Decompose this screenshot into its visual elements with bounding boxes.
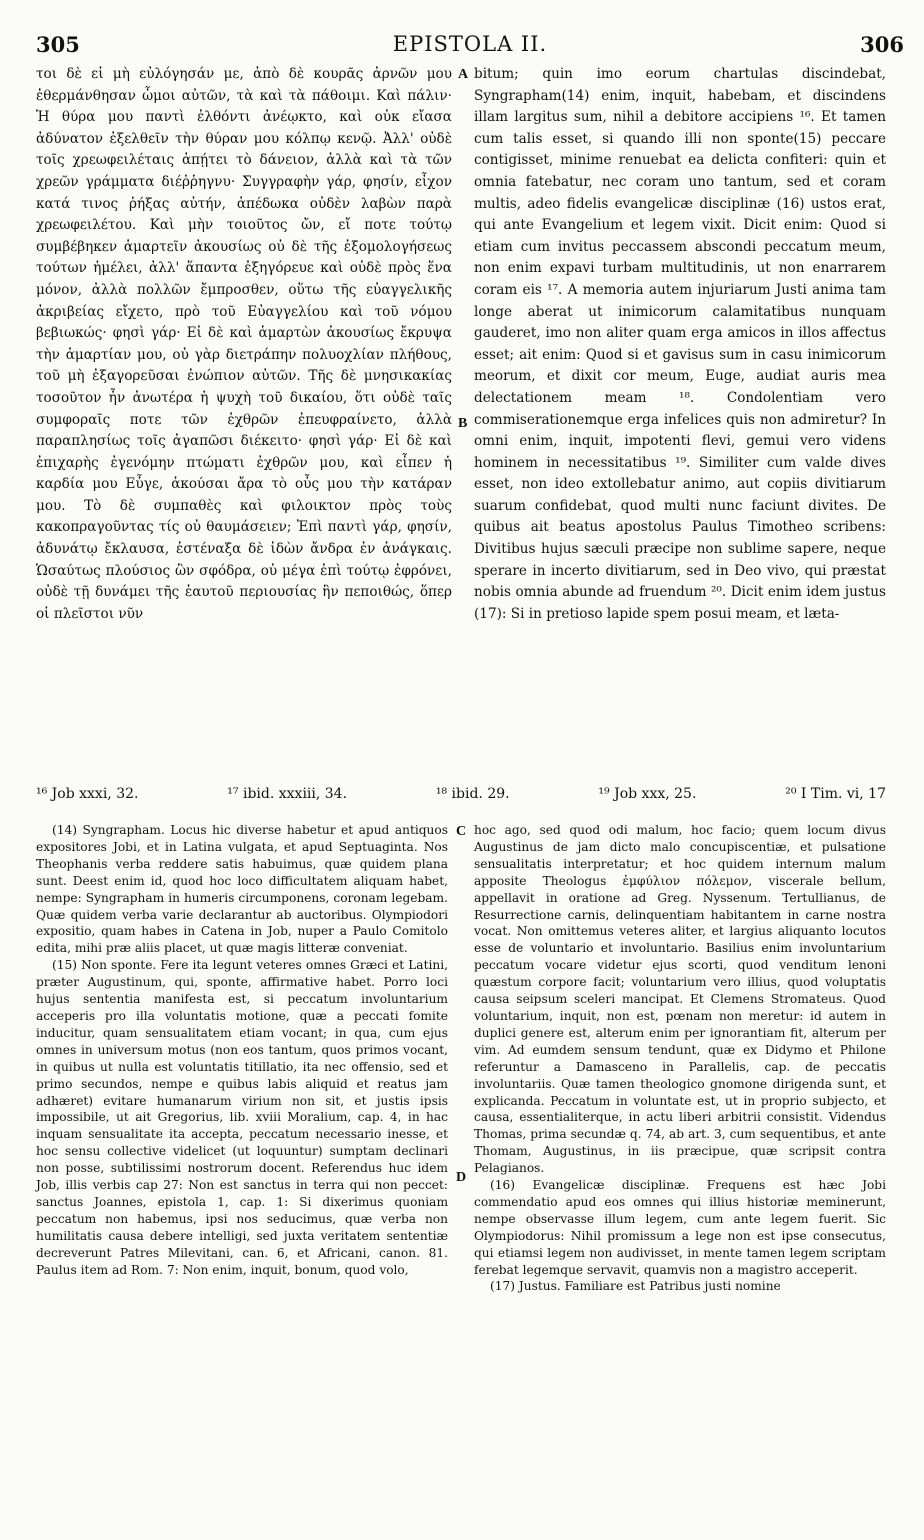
greek-paragraph: τοι δὲ εἰ μὴ εὐλόγησάν με, ἀπὸ δὲ κουρᾶς ἀρνῶν μου ἐθερμάνθησαν ὦμοι αὐτῶν, τὰ καὶ τὰ πάθοιμι. Καὶ πάλιν· Ἡ θύρα μου παντὶ ἐλθόντι ἀνέῳκτο, καὶ οὐκ εἴασα ἀδύνατον ἐξελθεῖν τὴν θύραν μου κόλπῳ κενῷ. Ἀλλ' οὐδὲ τοῖς χρεωφειλέταις ἀπῄτει τὸ δάνειον, ἀλλὰ καὶ τὰ τῶν χρεῶν γράμματα διέῤῥηγνυ· Συγγραφὴν γάρ, φησίν, εἶχον κατά τινος ῥήξας αὐτήν, ἀπέδωκα οὐδὲν λαβὼν παρὰ χρεωφειλέτου. Καὶ μὴν τοιοῦτος ὤν, εἴ ποτε τούτῳ συμβέβηκεν ἁμαρτεῖν ἀκουσίως οὐ δὲ τῆς ἐξομολογήσεως τούτων ἠμέλει, ἀλλ' ἅπαντα ἐξηγόρευε καὶ οὐδὲ πρὸς ἕνα μόνον, ἀλλὰ πολλῶν ἔμπροσθεν, οὕτω τῆς εὐαγγελικῆς ἀκριβείας εἴχετο, πρὸ τοῦ Εὐαγγελίου καὶ τοῦ νόμου βεβιωκώς· φησὶ γάρ· Εἰ δὲ καὶ ἁμαρτὼν ἀκουσίως ἔκρυψα τὴν ἁμαρτίαν μου, οὐ γὰρ διετράπην πολυοχλίαν πλήθους, τοῦ μὴ ἐξαγορεῦσαι ἐνώπιον αὐτῶν. Τῆς δὲ μνησικακίας τοσοῦτον ἦν ἀνωτέρα ἡ ψυχὴ τοῦ δικαίου, ὅτι οὐδὲ ταῖς συμφοραῖς ποτε τῶν ἐχθρῶν ἐπευφραίνετο, ἀλλὰ παραπλησίως τοῖς ἀγαπῶσι διέκειτο· φησὶ γάρ· Εἰ δὲ καὶ ἐπιχαρὴς ἐγενόμην πτώματι ἐχθρῶν μου, καὶ εἶπεν ἡ καρδία μου Εὖγε, ἀκούσαι ἄρα τὸ οὖς μου τὴν κατάραν μου. Τὸ δὲ συμπαθὲς καὶ φιλοικτον πρὸς τοὺς κακοπραγοῦντας τίς οὐ θαυμάσειεν; Ἐπὶ παντὶ γάρ, φησίν, ἀδυνάτῳ ἔκλαυσα, ἐστέναξα δὲ ἰδὼν ἄνδρα ἐν ἀνάγκαις. Ὡσαύτως πλούσιος ὢν σφόδρα, οὐ μέγα ἐπὶ τούτῳ ἐφρόνει, οὐδὲ τῇ δυνάμει τῆς ἑαυτοῦ περιουσίας ἣν πεποιθώς, ὅπερ οἱ πλεῖστοι νῦν <box>36 66 452 622</box>
reference-19: ¹⁹ Job xxx, 25. <box>598 786 697 802</box>
scripture-references <box>36 786 886 802</box>
reference-17: ¹⁷ ibid. xxxiii, 34. <box>227 786 348 802</box>
note-14: (14) Syngrapham. Locus hic diverse habetur et apud antiquos expositores Jobi, et in Latina vulgata, et apud Septuaginta. Nos Theophanis verba reddere satis habuimus, quæ quidem plana sunt. Deest enim id, quod hoc loco difficultatem aliquam habet, nempe: Syngrapham in humeris circumponens, coronam legebam. Quæ quidem verba varie declarantur ab auctoribus. Olympiodori expositio, quam habes in Catena in Job, nuper a Paulo Comitolo edita, mihi præ aliis placet, ut quæ magis litteræ conveniat. <box>36 823 448 956</box>
greek-text-column <box>36 64 452 625</box>
reference-16: ¹⁶ Job xxxi, 32. <box>36 786 139 802</box>
footnotes-left-column <box>36 822 448 1278</box>
margin-marker-d: D <box>456 1170 467 1185</box>
reference-20: ²⁰ I Tim. vi, 17 <box>785 786 886 802</box>
note-15: (15) Non sponte. Fere ita legunt veteres omnes Græci et Latini, præter Augustinum, qui, sponte, affirmative habet. Porro loci hujus sententia manifesta est, si peccatum involuntarium acceperis pro illa voluntatis motione, quæ a peccati fomite inducitur, quam sensualitatem etiam vocant; in qua, cum ejus omnes in universum motus (non eos tantum, quos primos vocant, in quibus ut nulla est voluntatis titillatio, ita nec offensio, sed et primo secundos, nempe e quibus labis aliquid et reatus jam adhæret) evitare humanarum virium non sit, et justis ipsis impossibile, ut ait Gregorius, lib. xviii Moralium, cap. 4, in hac inquam sensualitate ita accepta, peccatum necessario inesse, et hoc sensu collective videlicet (ut loquuntur) sumptam declinari non posse, subtilissimi nostrorum docent. Referendus huc idem Job, illis verbis cap 27: Non est sanctus in terra qui non peccet: sanctus Joannes, epistola 1, cap. 1: Si dixerimus quoniam peccatum non habemus, ipsi nos seducimus, quæ verba non humilitatis causa debere intelligi, sed juxta veritatem sententiæ decreverunt Patres Milevitani, can. 6, et Africani, canon. 81. Paulus item ad Rom. 7: Non enim, inquit, bonum, quod volo, <box>36 958 448 1277</box>
running-title: EPISTOLA II. <box>392 32 548 56</box>
page-header <box>36 32 904 58</box>
latin-paragraph: bitum; quin imo eorum chartulas discindebat, Syngrapham(14) enim, inquit, habebam, et discindens illam largitus sum, nihil a debitore accipiens ¹⁶. Et tamen cum talis esset, si quando illi non sponte(15) peccare contigisset, minime renuebat ea delicta confiteri: quin et omnia fatebatur, nec coram uno tantum, sed et coram multis, adeo fidelis evangelicæ disciplinæ (16) ustos erat, qui ante Evangelium et legem vixit. Dicit enim: Quod si etiam cum invitus peccassem abscondi peccatum meum, non enim expavi turbam multitudinis, ut non enarrarem coram eis ¹⁷. A memoria autem injuriarum Justi anima tam longe aberat ut inimicorum calamitatibus nunquam gauderet, imo non aliter quam erga amicos in illos affectus esset; ait enim: Quod si et gavisus sum in casu inimicorum meorum, et dixit cor meum, Euge, audiat auris mea delectationem meam ¹⁸. Condolentiam vero commiserationemque erga infelices quis non admiretur? In omni enim, inquit, impotenti flevi, gemui vero videns hominem in necessitatibus ¹⁹. Similiter cum valde dives esset, non ideo extollebatur animo, aut copiis divitiarum suarum confidebat, quod multi nunc faciunt divites. De quibus ait beatus apostolus Paulus Timotheo scribens: Divitibus hujus sæculi præcipe non sublime sapere, neque sperare in incerto divitiarum, sed in Deo vivo, qui præstat nobis omnia abunde ad fruendum ²⁰. Dicit enim idem justus (17): Si in pretioso lapide spem posui meam, et læta- <box>474 66 886 622</box>
right-page-number: 306 <box>860 32 904 57</box>
left-page-number: 305 <box>36 32 80 57</box>
margin-marker-c: C <box>456 824 467 839</box>
reference-18: ¹⁸ ibid. 29. <box>435 786 510 802</box>
margin-marker-b: B <box>458 416 468 431</box>
latin-text-column <box>474 64 886 625</box>
note-15-continued: hoc ago, sed quod odi malum, hoc facio; quem locum divus Augustinus de jam dicto malo concupiscentiæ, et pulsatione sensualitatis interpretatur; et hoc quidem internum malum apposite Theologus ἐμφύλιον πόλεμον, viscerale bellum, appellavit in oratione ad Greg. Nyssenum. Tertullianus, de Resurrectione carnis, delinquentiam habitantem in carne nostra vocat. Non omittemus veteres aliter, et largius aliquanto locutos esse de voluntario et involuntario. Basilius enim involuntarium peccatum vocare videtur ejus scorti, quod venditum lenoni quæstum corpore facit; voluntarium vero illius, quod voluptatis causa seipsum sceleri mancipat. Et Clemens Stromateus. Quod voluntarium, inquit, non est, pœnam non meretur: id autem in duplici genere est, alterum enim per ignorantiam fit, alterum per vim. Ad eumdem sensum tendunt, quæ ex Didymo et Philone referuntur a Damasceno in Parallelis, cap. de peccatis involuntariis. Quæ tamen theologico gnomone dirigenda sunt, et explicanda. Peccatum in voluntate est, ut in proprio subjecto, et causa, essentialiterque, in actu liberi arbitrii consistit. Videndus Thomas, prima secundæ q. 74, ab art. 3, cum sequentibus, et ante Thomam, Augustinus, in iis præcipue, quæ scripsit contra Pelagianos. <box>474 823 886 1176</box>
note-17: (17) Justus. Familiare est Patribus justi nomine <box>490 1279 781 1294</box>
footnotes-right-column <box>474 822 886 1295</box>
margin-marker-a: A <box>458 67 469 82</box>
note-16: (16) Evangelicæ disciplinæ. Frequens est hæc Jobi commendatio apud eos omnes qui illius historiæ meminerunt, nempe observasse illum legem, cum ante legem fuerit. Sic Olympiodorus: Nihil promissum a lege non est ipse consecutus, qui etiamsi legem non audivisset, in mente tamen legem scriptam ferebat legemque servavit, quamvis non a magistro acceperit. <box>474 1178 886 1277</box>
